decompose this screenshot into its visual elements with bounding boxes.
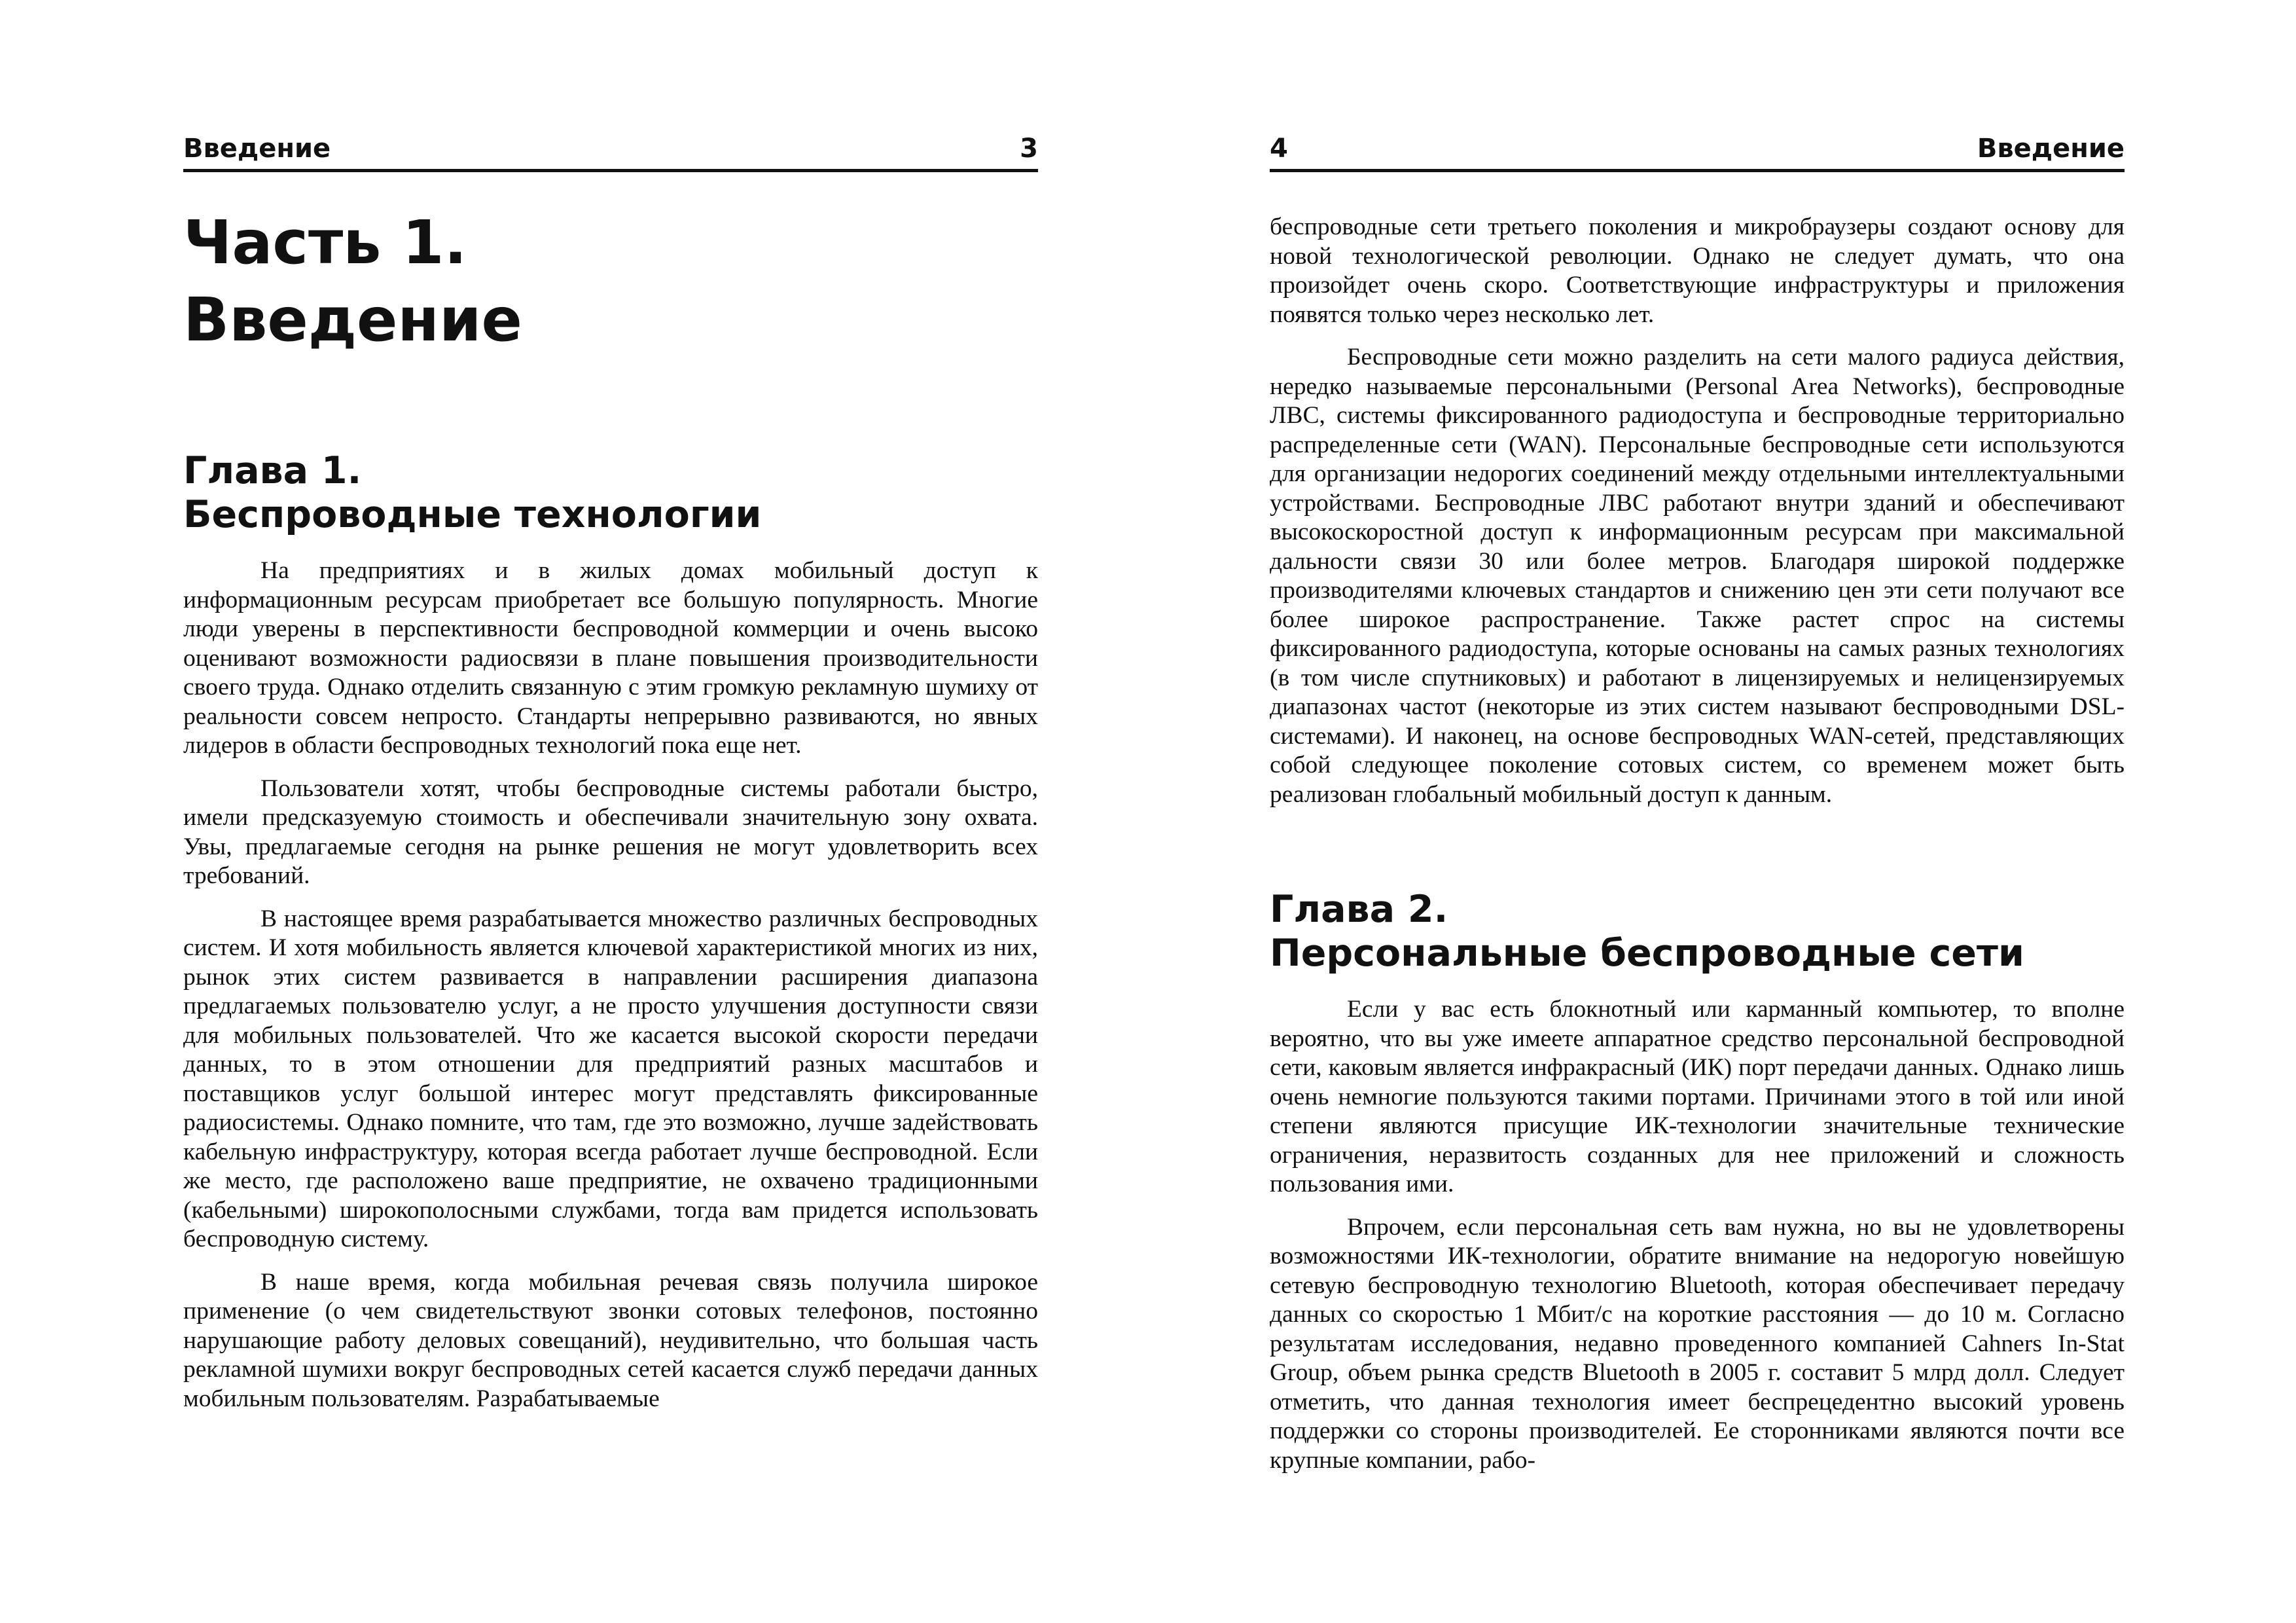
part-title-line2: Введение: [183, 285, 522, 355]
running-head-left: [183, 128, 1038, 172]
paragraph: Впрочем, если персональная сеть вам нужна, но вы не удовлетворены возможностями ИК-технологии, обратите внимание на недорогую новейшую сетевую беспроводную технологию Bluetooth, которая обеспечивает передачу данных со скоростью 1 Мбит/с на короткие расстояния — до 10 м. Согласно результатам исследования, недавно проведенного компанией Cahners In-Stat Group, объем рынка средств Bluetooth в 2005 г. составит 5 млрд долл. Следует отметить, что данная технология имеет беспрецедентно высокий уровень поддержки со стороны производителей. Ее сторонниками являются почти все крупные компании, рабо-: [1270, 1213, 2125, 1474]
left-page: [183, 0, 1038, 1623]
paragraph: В настоящее время разрабатывается множество различных беспроводных систем. И хотя мобильность является ключевой характеристикой многих из них, рынок этих систем развивается в направлении расширения диапазона предлагаемых пользователю услуг, а не просто улучшения доступности связи для мобильных пользователей. Что же касается высокой скорости передачи данных, то в этом отношении для предприятий разных масштабов и поставщиков услуг большой интерес могут представлять фиксированные радиосистемы. Однако помните, что там, где это возможно, лучше задействовать кабельную инфраструктуру, которая всегда работает лучше беспроводной. Если же место, где расположено ваше предприятие, не охвачено традиционными (кабельными) широкополосными службами, тогда вам придется использовать беспроводную систему.: [183, 905, 1038, 1252]
page-number: 3: [1020, 134, 1038, 164]
running-head-title: Введение: [183, 134, 331, 164]
paragraph: Пользователи хотят, чтобы беспроводные системы работали быстро, имели предсказуемую стоимость и обеспечивали значительную зону охвата. Увы, предлагаемые сегодня на рынке решения не могут удовлетворить всех требований.: [183, 775, 1038, 889]
chapter-2-number: Глава 2.: [1270, 888, 1448, 931]
running-head-title: Введение: [1977, 134, 2125, 164]
paragraph: беспроводные сети третьего поколения и микробраузеры создают основу для новой технологической революции. Однако не следует думать, что она произойдет очень скоро. Соответствующие инфраструктуры и приложения появятся только через несколько лет.: [1270, 213, 2125, 328]
part-title: [183, 204, 1038, 359]
chapter-1-body: [183, 556, 1038, 1427]
continuation-body: [1270, 213, 2125, 823]
chapter-1-number: Глава 1.: [183, 449, 362, 492]
chapter-2-title: [1270, 888, 2125, 976]
paragraph: В наше время, когда мобильная речевая связь получила широкое применение (о чем свидетельствуют звонки сотовых телефонов, постоянно нарушающие работу деловых совещаний), неудивительно, что большая часть рекламной шумихи вокруг беспроводных сетей касается служб передачи данных мобильным пользователям. Разрабатываемые: [183, 1268, 1038, 1412]
chapter-2-body: [1270, 995, 2125, 1489]
paragraph: На предприятиях и в жилых домах мобильный доступ к информационным ресурсам приобретает все большую популярность. Многие люди уверены в перспективности беспроводной коммерции и очень высоко оценивают возможности радиосвязи в плане повышения производительности своего труда. Однако отделить связанную с этим громкую рекламную шумиху от реальности совсем непросто. Стандарты непрерывно развиваются, но явных лидеров в области беспроводных технологий пока еще нет.: [183, 557, 1038, 759]
chapter-2-name: Персональные беспроводные сети: [1270, 932, 2024, 975]
right-page: [1270, 0, 2125, 1623]
paragraph: Если у вас есть блокнотный или карманный компьютер, то вполне вероятно, что вы уже имеете аппаратное средство персональной беспроводной сети, каковым является инфракрасный (ИК) порт передачи данных. Однако лишь очень немногие пользуются такими портами. Причинами этого в той или иной степени являются присущие ИК-технологии значительные технические ограничения, неразвитость созданных для нее приложений и сложность пользования ими.: [1270, 996, 2125, 1197]
running-head-right: [1270, 128, 2125, 172]
paragraph: Беспроводные сети можно разделить на сети малого радиуса действия, нередко называемые персональными (Personal Area Networks), беспроводные ЛВС, системы фиксированного радиодоступа и беспроводные территориально распределенные сети (WAN). Персональные беспроводные сети используются для организации недорогих соединений между отдельными интеллектуальными устройствами. Беспроводные ЛВС работают внутри зданий и обеспечивают высокоскоростной доступ к информационным ресурсам при максимальной дальности связи 30 или более метров. Благодаря широкой поддержке производителями ключевых стандартов и снижению цен эти сети получают все более широкое распространение. Также растет спрос на системы фиксированного радиодоступа, которые основаны на самых разных технологиях (в том числе спутниковых) и работают в лицензируемых и нелицензируемых диапазонах частот (некоторые из этих систем называют беспроводными DSL-системами). И наконец, на основе беспроводных WAN-сетей, представляющих собой следующее поколение сотовых систем, со временем может быть реализован глобальный мобильный доступ к данным.: [1270, 344, 2125, 808]
chapter-1-title: [183, 449, 1038, 537]
part-title-line1: Часть 1.: [183, 208, 467, 278]
page-number: 4: [1270, 134, 1288, 164]
chapter-1-name: Беспроводные технологии: [183, 493, 762, 536]
